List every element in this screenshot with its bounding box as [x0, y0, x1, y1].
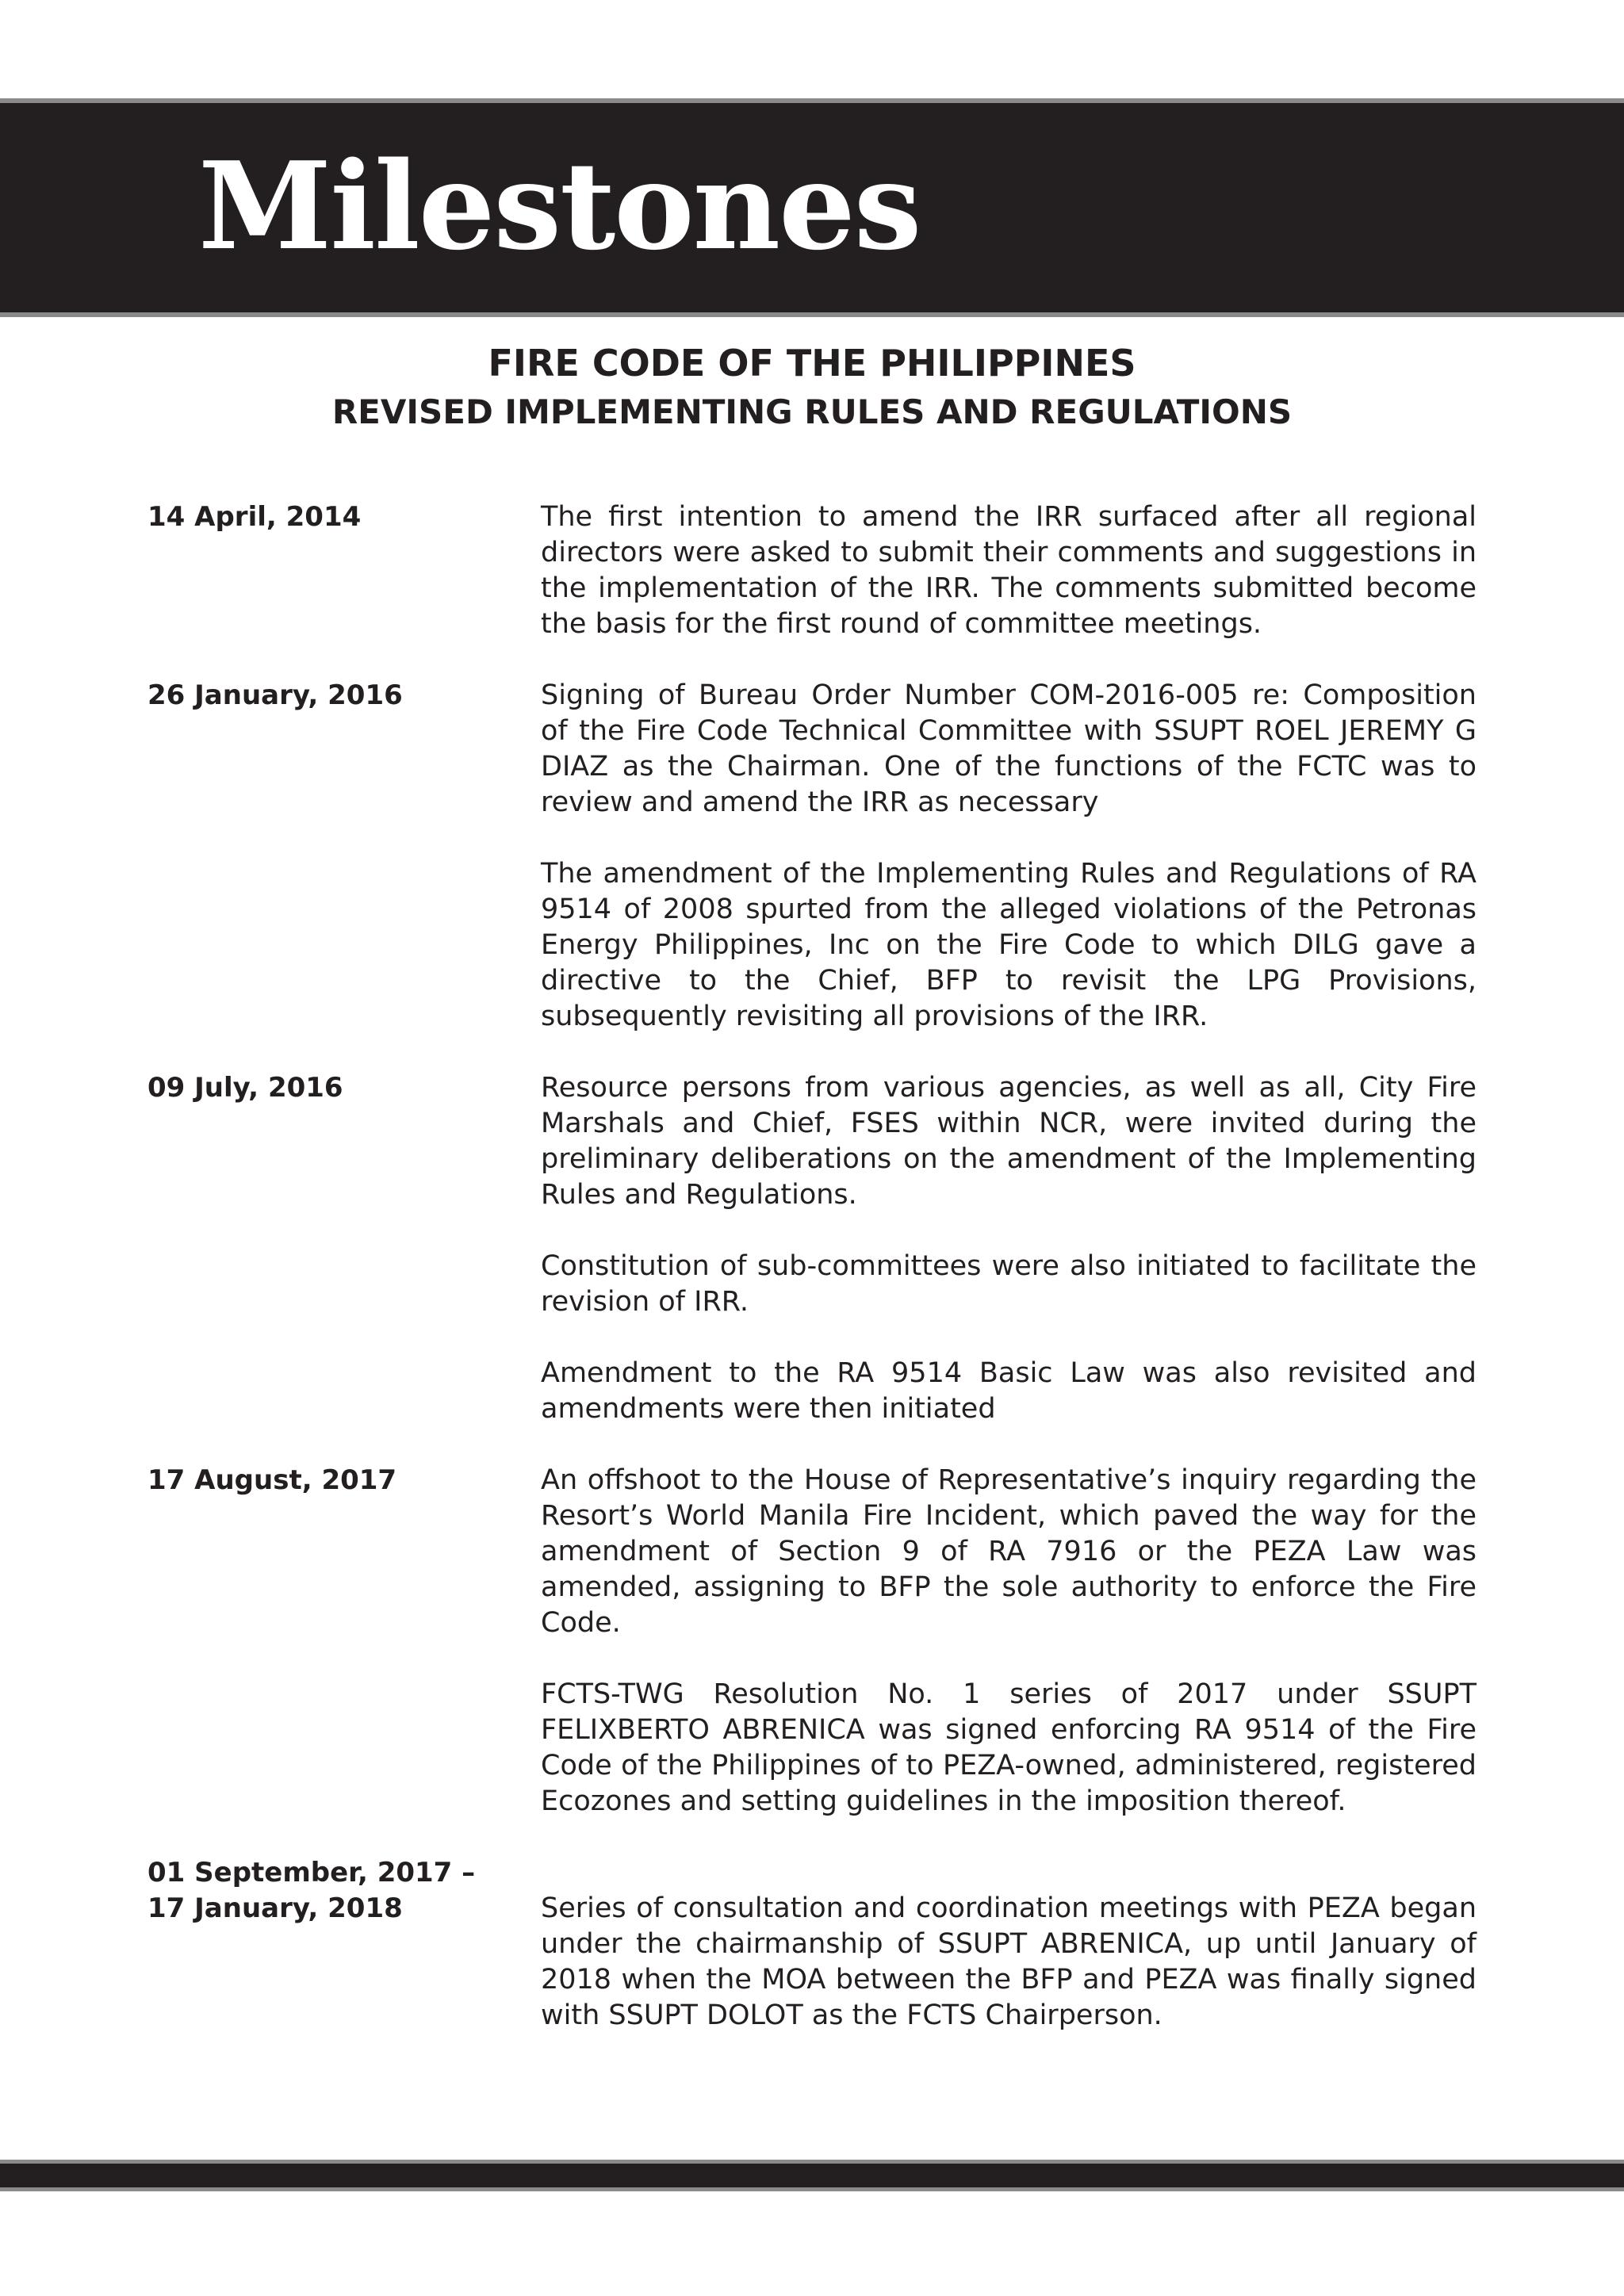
milestone-entry: [147, 499, 1477, 678]
page-title: Milestones: [198, 135, 921, 277]
milestone-paragraph: Signing of Bureau Order Number COM-2016-005 re: Composition of the Fire Code Technical Committee with SSUPT ROEL JEREMY G DIAZ as the Chairman. One of the functions of the FCTC was to review and amend the IRR as necessary: [541, 679, 1477, 818]
footer-bar: [0, 2160, 1624, 2191]
milestone-paragraph: Series of consultation and coordination meetings with PEZA began under the chairmanship of SSUPT ABRENICA, up until January of 2018 when the MOA between the BFP and PEZA was finally signed with SSUPT DOLOT as the FCTS Chairperson.: [541, 1892, 1477, 2031]
title-banner: [0, 98, 1624, 317]
milestone-description: [541, 678, 1477, 1070]
milestone-paragraph: Amendment to the RA 9514 Basic Law was also revisited and amendments were then initiated: [541, 1357, 1477, 1425]
milestone-entry: [147, 678, 1477, 1070]
milestone-paragraph: Resource persons from various agencies, as well as all, City Fire Marshals and Chief, FSES within NCR, were invited during the preliminary deliberations on the amendment of the Implementing Rules and Regulations.: [541, 1072, 1477, 1211]
milestone-description: [541, 1855, 1477, 2069]
milestone-description: [541, 1070, 1477, 1463]
document-heading: FIRE CODE OF THE PHILIPPINES: [488, 342, 1136, 385]
milestone-paragraph: The first intention to amend the IRR surfaced after all regional directors were asked to submit their comments and suggestions in the implementation of the IRR. The comments submitted become the basis for the first round of committee meetings.: [541, 501, 1477, 640]
milestone-date-range: [147, 1855, 541, 1927]
milestone-date-end: 17 January, 2018: [147, 1892, 403, 1924]
milestone-paragraph: Constitution of sub-committees were also initiated to facilitate the revision of IRR.: [541, 1250, 1477, 1318]
milestone-paragraph: An offshoot to the House of Representative’s inquiry regarding the Resort’s World Manila Fire Incident, which paved the way for the amendment of Section 9 of RA 7916 or the PEZA Law was amended, assigning to BFP the sole authority to enforce the Fire Code.: [541, 1464, 1477, 1639]
milestone-paragraph: FCTS-TWG Resolution No. 1 series of 2017 under SSUPT FELIXBERTO ABRENICA was signed enforcing RA 9514 of the Fire Code of the Philippines of to PEZA-owned, administered, registered Ecozones and setting guidelines in the imposition thereof.: [541, 1678, 1477, 1817]
milestone-timeline: [147, 499, 1477, 2069]
milestone-paragraph: The amendment of the Implementing Rules and Regulations of RA 9514 of 2008 spurted from the alleged violations of the Petronas Energy Philippines, Inc on the Fire Code to which DILG gave a directive to the Chief, BFP to revisit the LPG Provisions, subsequently revisiting all provisions of the IRR.: [541, 858, 1477, 1032]
milestone-description: [541, 499, 1477, 678]
milestone-entry: [147, 1855, 1477, 2069]
milestone-date: 09 July, 2016: [147, 1072, 343, 1104]
milestone-entry: [147, 1070, 1477, 1463]
milestone-date-start: 01 September, 2017 –: [147, 1857, 476, 1888]
milestone-entry: [147, 1463, 1477, 1855]
document-subheading: REVISED IMPLEMENTING RULES AND REGULATIONS: [331, 392, 1293, 431]
milestone-date: 14 April, 2014: [147, 501, 362, 533]
milestone-date: 17 August, 2017: [147, 1464, 397, 1496]
milestone-date: 26 January, 2016: [147, 679, 403, 711]
milestone-description: [541, 1463, 1477, 1855]
